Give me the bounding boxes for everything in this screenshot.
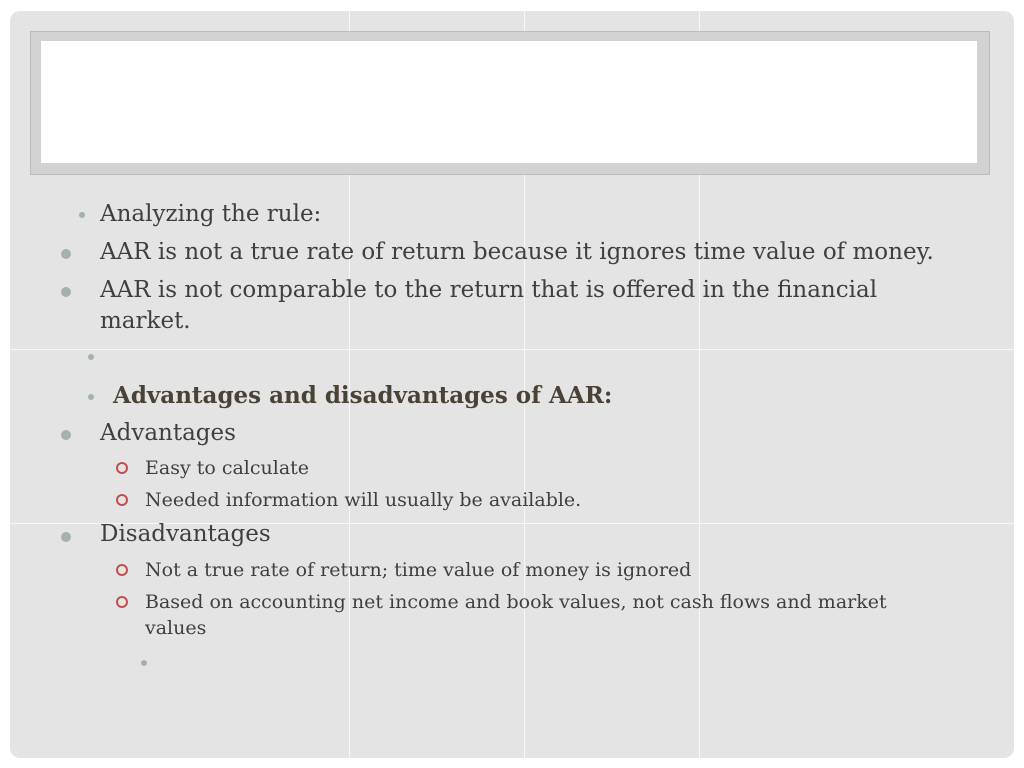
bullet-icon (88, 394, 94, 400)
analyzing-heading: Analyzing the rule: (100, 201, 322, 227)
disadv-item-accounting-cont: values (145, 617, 207, 639)
title-placeholder[interactable] (30, 31, 990, 175)
grid-line (10, 349, 1014, 350)
slide (10, 11, 1014, 758)
bullet-icon (61, 249, 71, 259)
point-not-comparable: AAR is not comparable to the return that is offered in the financial (100, 277, 878, 303)
advantages-label: Advantages (100, 420, 236, 446)
adv-item-info: Needed information will usually be available. (145, 489, 582, 511)
circle-bullet-icon (116, 462, 128, 474)
point-ignores-tvm: AAR is not a true rate of return because it ignores time value of money. (100, 239, 934, 265)
disadvantages-label: Disadvantages (100, 521, 271, 547)
circle-bullet-icon (116, 494, 128, 506)
title-box (41, 41, 977, 163)
bullet-icon (79, 212, 85, 218)
bullet-icon (88, 354, 94, 360)
disadv-item-tvm: Not a true rate of return; time value of money is ignored (145, 559, 692, 581)
disadv-item-accounting: Based on accounting net income and book values, not cash flows and market (145, 591, 887, 613)
circle-bullet-icon (116, 564, 128, 576)
circle-bullet-icon (116, 596, 128, 608)
bullet-icon (61, 287, 71, 297)
adv-item-easy: Easy to calculate (145, 457, 310, 479)
bullet-icon (61, 430, 71, 440)
bullet-icon (141, 660, 147, 666)
point-not-comparable-cont: market. (100, 308, 191, 334)
bullet-icon (61, 532, 71, 542)
adv-disadv-heading: Advantages and disadvantages of AAR: (113, 382, 613, 409)
